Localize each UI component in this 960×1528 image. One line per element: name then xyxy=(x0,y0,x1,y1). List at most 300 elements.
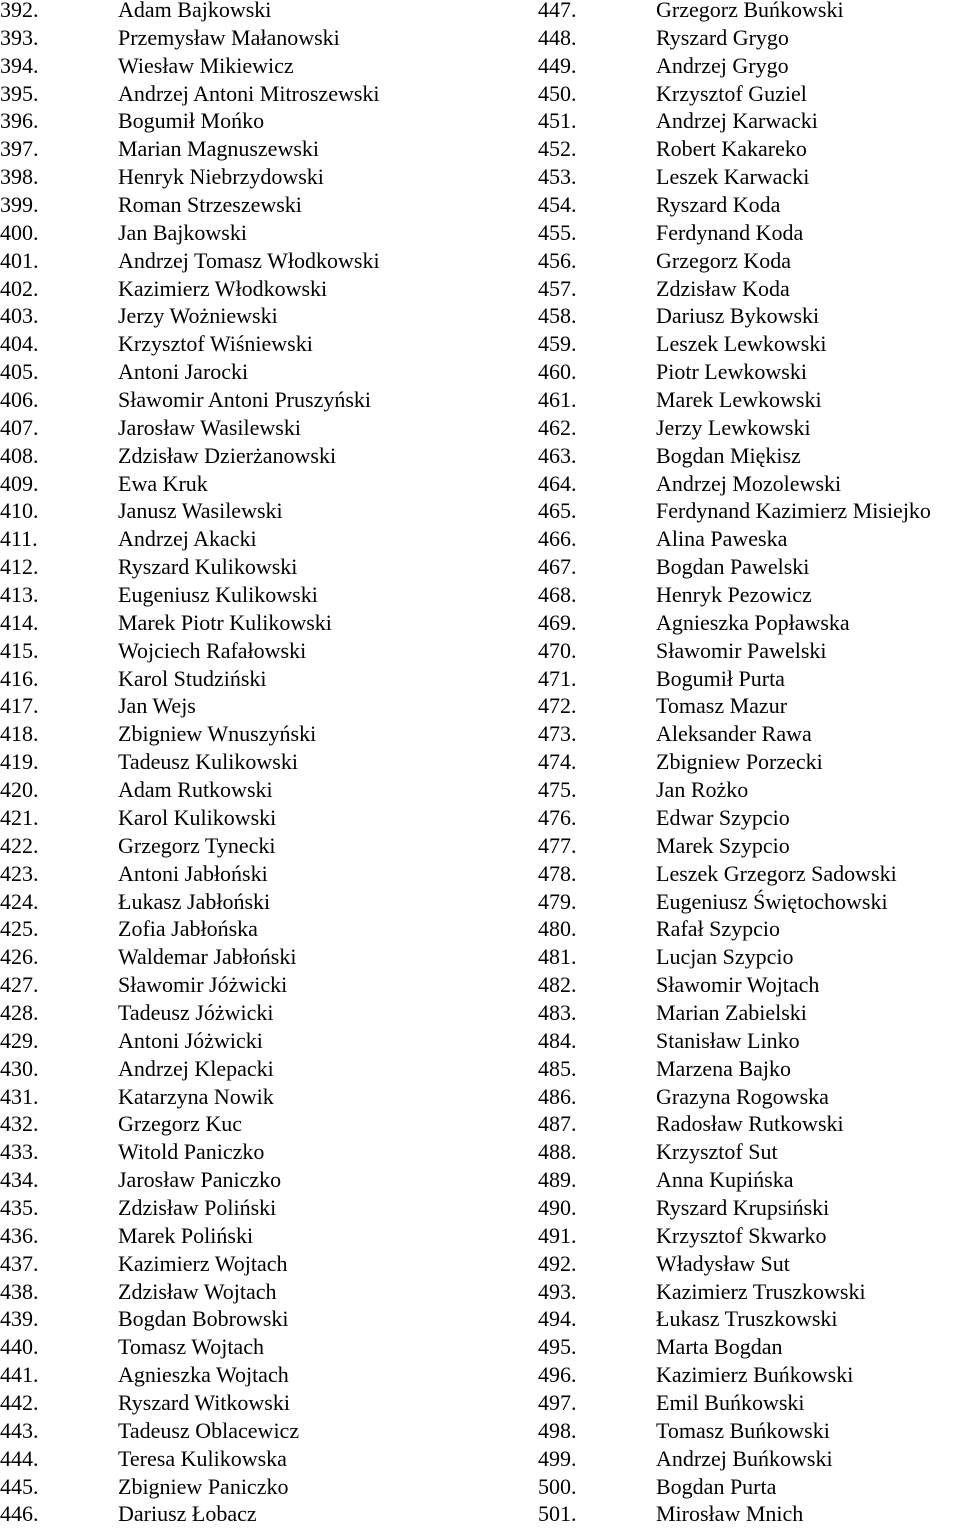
entry-name: Anna Kupińska xyxy=(656,1167,794,1193)
entry-name: Przemysław Małanowski xyxy=(118,24,340,50)
entry-name: Grzegorz Tynecki xyxy=(118,832,276,858)
list-item xyxy=(538,692,960,720)
entry-name: Sławomir Pawelski xyxy=(656,637,827,663)
list-item xyxy=(538,414,960,442)
list-item xyxy=(0,470,440,498)
list-item xyxy=(538,525,960,553)
entry-name: Mirosław Mnich xyxy=(656,1501,804,1527)
list-item xyxy=(538,1250,960,1278)
entry-number: 465. xyxy=(538,498,577,524)
entry-name: Antoni Jarocki xyxy=(118,359,249,385)
entry-name: Andrzej Karwacki xyxy=(656,108,818,134)
entry-name: Ryszard Kulikowski xyxy=(118,554,298,580)
entry-number: 395. xyxy=(0,80,39,106)
entry-name: Kazimierz Wojtach xyxy=(118,1250,288,1276)
entry-number: 427. xyxy=(0,972,39,998)
entry-name: Kazimierz Włodkowski xyxy=(118,275,328,301)
list-item xyxy=(538,888,960,916)
list-item xyxy=(538,1473,960,1501)
list-item xyxy=(0,1361,440,1389)
entry-name: Dariusz Łobacz xyxy=(118,1501,257,1527)
list-item xyxy=(0,275,440,303)
entry-number: 423. xyxy=(0,860,39,886)
entry-number: 422. xyxy=(0,832,39,858)
entry-name: Grzegorz Kuc xyxy=(118,1111,242,1137)
list-item xyxy=(0,692,440,720)
entry-number: 449. xyxy=(538,52,577,78)
entry-number: 463. xyxy=(538,442,577,468)
entry-number: 401. xyxy=(0,247,39,273)
entry-number: 447. xyxy=(538,0,577,22)
entry-number: 459. xyxy=(538,331,577,357)
list-item xyxy=(0,135,440,163)
list-item xyxy=(0,1055,440,1083)
entry-number: 437. xyxy=(0,1250,39,1276)
right-column xyxy=(538,0,960,1528)
entry-number: 493. xyxy=(538,1278,577,1304)
entry-number: 452. xyxy=(538,136,577,162)
left-column xyxy=(0,0,440,1528)
list-item xyxy=(538,330,960,358)
entry-number: 479. xyxy=(538,888,577,914)
entry-name: Andrzej Buńkowski xyxy=(656,1445,833,1471)
list-item xyxy=(0,581,440,609)
entry-number: 456. xyxy=(538,247,577,273)
list-item xyxy=(0,358,440,386)
list-item xyxy=(0,971,440,999)
list-item xyxy=(0,1417,440,1445)
entry-name: Grzegorz Koda xyxy=(656,247,791,273)
entry-name: Edwar Szypcio xyxy=(656,804,790,830)
entry-name: Jan Wejs xyxy=(118,693,196,719)
entry-name: Leszek Lewkowski xyxy=(656,331,827,357)
entry-name: Bogumił Purta xyxy=(656,665,785,691)
entry-name: Teresa Kulikowska xyxy=(118,1445,287,1471)
entry-number: 405. xyxy=(0,359,39,385)
entry-name: Katarzyna Nowik xyxy=(118,1083,274,1109)
list-item xyxy=(0,943,440,971)
entry-number: 471. xyxy=(538,665,577,691)
entry-name: Andrzej Antoni Mitroszewski xyxy=(118,80,380,106)
entry-number: 478. xyxy=(538,860,577,886)
list-item xyxy=(538,247,960,275)
entry-number: 430. xyxy=(0,1055,39,1081)
entry-number: 498. xyxy=(538,1417,577,1443)
entry-name: Jerzy Lewkowski xyxy=(656,414,811,440)
entry-name: Marek Lewkowski xyxy=(656,387,822,413)
entry-name: Tadeusz Oblacewicz xyxy=(118,1417,300,1443)
entry-number: 396. xyxy=(0,108,39,134)
entry-name: Marta Bogdan xyxy=(656,1334,783,1360)
entry-number: 399. xyxy=(0,192,39,218)
entry-number: 414. xyxy=(0,609,39,635)
list-item xyxy=(0,386,440,414)
list-item xyxy=(0,776,440,804)
entry-number: 476. xyxy=(538,804,577,830)
entry-name: Marek Poliński xyxy=(118,1222,254,1248)
entry-name: Alina Paweska xyxy=(656,526,788,552)
entry-name: Zdzisław Poliński xyxy=(118,1194,277,1220)
entry-name: Marzena Bajko xyxy=(656,1055,791,1081)
entry-number: 485. xyxy=(538,1055,577,1081)
entry-number: 432. xyxy=(0,1111,39,1137)
entry-name: Zdzisław Wojtach xyxy=(118,1278,277,1304)
entry-number: 436. xyxy=(0,1222,39,1248)
list-item xyxy=(0,442,440,470)
entry-name: Dariusz Bykowski xyxy=(656,303,820,329)
entry-name: Zdzisław Dzierżanowski xyxy=(118,442,337,468)
list-item xyxy=(538,860,960,888)
list-item xyxy=(538,1194,960,1222)
list-item xyxy=(0,302,440,330)
list-item xyxy=(538,497,960,525)
entry-number: 481. xyxy=(538,944,577,970)
entry-name: Sławomir Antoni Pruszyński xyxy=(118,387,372,413)
entry-name: Bogdan Purta xyxy=(656,1473,777,1499)
entry-number: 477. xyxy=(538,832,577,858)
entry-number: 482. xyxy=(538,972,577,998)
entry-number: 451. xyxy=(538,108,577,134)
entry-number: 398. xyxy=(0,164,39,190)
list-item xyxy=(538,1138,960,1166)
list-item xyxy=(0,999,440,1027)
entry-number: 441. xyxy=(0,1362,39,1388)
list-item xyxy=(0,1166,440,1194)
entry-number: 393. xyxy=(0,24,39,50)
list-item xyxy=(0,52,440,80)
entry-number: 468. xyxy=(538,582,577,608)
entry-number: 472. xyxy=(538,693,577,719)
list-item xyxy=(538,1361,960,1389)
list-item xyxy=(0,414,440,442)
list-item xyxy=(0,1222,440,1250)
entry-number: 475. xyxy=(538,777,577,803)
list-item xyxy=(0,609,440,637)
list-item xyxy=(538,804,960,832)
entry-number: 470. xyxy=(538,637,577,663)
entry-name: Marian Zabielski xyxy=(656,999,807,1025)
entry-number: 446. xyxy=(0,1501,39,1527)
entry-number: 406. xyxy=(0,387,39,413)
entry-name: Zbigniew Paniczko xyxy=(118,1473,289,1499)
list-item xyxy=(538,581,960,609)
entry-number: 421. xyxy=(0,804,39,830)
list-item xyxy=(0,1473,440,1501)
entry-number: 408. xyxy=(0,442,39,468)
entry-number: 457. xyxy=(538,275,577,301)
list-item xyxy=(0,748,440,776)
list-item xyxy=(0,1027,440,1055)
list-item xyxy=(538,1027,960,1055)
list-item xyxy=(0,191,440,219)
list-item xyxy=(538,1110,960,1138)
entry-number: 492. xyxy=(538,1250,577,1276)
entry-number: 461. xyxy=(538,387,577,413)
entry-number: 448. xyxy=(538,24,577,50)
entry-name: Emil Buńkowski xyxy=(656,1389,805,1415)
list-item xyxy=(538,107,960,135)
entry-name: Ryszard Witkowski xyxy=(118,1389,290,1415)
entry-name: Karol Kulikowski xyxy=(118,804,277,830)
entry-name: Marian Magnuszewski xyxy=(118,136,320,162)
list-item xyxy=(0,804,440,832)
list-item xyxy=(538,24,960,52)
list-item xyxy=(0,915,440,943)
entry-name: Tadeusz Kulikowski xyxy=(118,749,298,775)
list-item xyxy=(0,1278,440,1306)
entry-name: Roman Strzeszewski xyxy=(118,192,302,218)
entry-number: 464. xyxy=(538,470,577,496)
list-item xyxy=(0,24,440,52)
entry-number: 444. xyxy=(0,1445,39,1471)
entry-name: Jan Bajkowski xyxy=(118,219,247,245)
list-item xyxy=(538,135,960,163)
list-item xyxy=(0,247,440,275)
entry-number: 494. xyxy=(538,1306,577,1332)
entry-name: Jerzy Wożniewski xyxy=(118,303,278,329)
entry-number: 428. xyxy=(0,999,39,1025)
entry-number: 480. xyxy=(538,916,577,942)
entry-name: Krzysztof Guziel xyxy=(656,80,807,106)
list-item xyxy=(538,80,960,108)
entry-number: 489. xyxy=(538,1167,577,1193)
entry-number: 418. xyxy=(0,721,39,747)
list-item xyxy=(538,1083,960,1111)
list-item xyxy=(538,0,960,24)
list-item xyxy=(538,1055,960,1083)
entry-number: 462. xyxy=(538,414,577,440)
list-item xyxy=(0,219,440,247)
entry-name: Ryszard Grygo xyxy=(656,24,789,50)
list-item xyxy=(538,776,960,804)
list-item xyxy=(538,553,960,581)
entry-name: Jarosław Paniczko xyxy=(118,1167,282,1193)
entry-number: 486. xyxy=(538,1083,577,1109)
entry-name: Antoni Jóżwicki xyxy=(118,1027,263,1053)
entry-number: 440. xyxy=(0,1334,39,1360)
entry-number: 425. xyxy=(0,916,39,942)
entry-number: 431. xyxy=(0,1083,39,1109)
list-item xyxy=(0,1445,440,1473)
entry-number: 501. xyxy=(538,1501,577,1527)
entry-name: Aleksander Rawa xyxy=(656,721,812,747)
entry-name: Ryszard Krupsiński xyxy=(656,1194,830,1220)
entry-name: Leszek Grzegorz Sadowski xyxy=(656,860,897,886)
entry-number: 415. xyxy=(0,637,39,663)
entry-name: Ferdynand Koda xyxy=(656,219,804,245)
entry-name: Krzysztof Sut xyxy=(656,1139,778,1165)
list-item xyxy=(0,888,440,916)
entry-name: Ryszard Koda xyxy=(656,192,781,218)
entry-number: 435. xyxy=(0,1194,39,1220)
list-item xyxy=(0,1083,440,1111)
list-item xyxy=(538,358,960,386)
entry-name: Janusz Wasilewski xyxy=(118,498,283,524)
list-item xyxy=(538,609,960,637)
list-item xyxy=(0,720,440,748)
entry-name: Robert Kakareko xyxy=(656,136,807,162)
entry-name: Adam Bajkowski xyxy=(118,0,272,22)
entry-name: Andrzej Mozolewski xyxy=(656,470,842,496)
entry-number: 426. xyxy=(0,944,39,970)
list-item xyxy=(0,553,440,581)
entry-number: 429. xyxy=(0,1027,39,1053)
entry-name: Sławomir Wojtach xyxy=(656,972,820,998)
entry-name: Henryk Niebrzydowski xyxy=(118,164,324,190)
entry-name: Bogdan Pawelski xyxy=(656,554,810,580)
entry-number: 495. xyxy=(538,1334,577,1360)
list-item xyxy=(538,1305,960,1333)
entry-name: Andrzej Akacki xyxy=(118,526,257,552)
entry-number: 424. xyxy=(0,888,39,914)
list-item xyxy=(0,1110,440,1138)
list-item xyxy=(538,665,960,693)
list-item xyxy=(538,832,960,860)
entry-name: Andrzej Grygo xyxy=(656,52,789,78)
entry-name: Bogdan Bobrowski xyxy=(118,1306,289,1332)
entry-name: Tomasz Mazur xyxy=(656,693,788,719)
entry-name: Piotr Lewkowski xyxy=(656,359,807,385)
entry-name: Grzegorz Buńkowski xyxy=(656,0,844,22)
entry-name: Bogdan Miękisz xyxy=(656,442,801,468)
entry-number: 400. xyxy=(0,219,39,245)
entry-number: 417. xyxy=(0,693,39,719)
entry-name: Wojciech Rafałowski xyxy=(118,637,307,663)
list-item xyxy=(538,720,960,748)
entry-number: 404. xyxy=(0,331,39,357)
list-item xyxy=(538,302,960,330)
entry-name: Władysław Sut xyxy=(656,1250,790,1276)
list-item xyxy=(0,163,440,191)
list-item xyxy=(538,637,960,665)
entry-number: 490. xyxy=(538,1194,577,1220)
entry-number: 453. xyxy=(538,164,577,190)
list-item xyxy=(538,1278,960,1306)
entry-number: 460. xyxy=(538,359,577,385)
list-item xyxy=(538,915,960,943)
list-item xyxy=(0,0,440,24)
entry-number: 455. xyxy=(538,219,577,245)
entry-name: Tadeusz Jóżwicki xyxy=(118,999,274,1025)
list-item xyxy=(0,1333,440,1361)
entry-name: Zdzisław Koda xyxy=(656,275,790,301)
entry-number: 410. xyxy=(0,498,39,524)
entry-name: Stanisław Linko xyxy=(656,1027,800,1053)
entry-number: 411. xyxy=(0,526,38,552)
list-item xyxy=(0,107,440,135)
list-item xyxy=(538,999,960,1027)
entry-number: 397. xyxy=(0,136,39,162)
entry-name: Radosław Rutkowski xyxy=(656,1111,844,1137)
entry-number: 392. xyxy=(0,0,39,22)
list-item xyxy=(538,275,960,303)
entry-name: Zbigniew Porzecki xyxy=(656,749,823,775)
entry-number: 488. xyxy=(538,1139,577,1165)
entry-number: 416. xyxy=(0,665,39,691)
entry-name: Jarosław Wasilewski xyxy=(118,414,301,440)
entry-number: 419. xyxy=(0,749,39,775)
entry-number: 450. xyxy=(538,80,577,106)
entry-number: 442. xyxy=(0,1389,39,1415)
entry-name: Agnieszka Popławska xyxy=(656,609,850,635)
entry-number: 466. xyxy=(538,526,577,552)
list-item xyxy=(538,191,960,219)
list-item xyxy=(0,1305,440,1333)
entry-number: 403. xyxy=(0,303,39,329)
entry-name: Krzysztof Skwarko xyxy=(656,1222,827,1248)
entry-name: Kazimierz Truszkowski xyxy=(656,1278,866,1304)
entry-name: Sławomir Jóżwicki xyxy=(118,972,288,998)
entry-name: Jan Rożko xyxy=(656,777,749,803)
entry-number: 407. xyxy=(0,414,39,440)
list-item xyxy=(0,860,440,888)
list-item xyxy=(0,80,440,108)
list-item xyxy=(538,470,960,498)
entry-name: Marek Szypcio xyxy=(656,832,790,858)
entry-name: Rafał Szypcio xyxy=(656,916,781,942)
entry-number: 439. xyxy=(0,1306,39,1332)
entry-name: Kazimierz Buńkowski xyxy=(656,1362,854,1388)
list-item xyxy=(0,832,440,860)
list-item xyxy=(538,386,960,414)
entry-number: 402. xyxy=(0,275,39,301)
list-item xyxy=(0,1500,440,1528)
entry-number: 458. xyxy=(538,303,577,329)
entry-name: Andrzej Tomasz Włodkowski xyxy=(118,247,380,273)
entry-number: 412. xyxy=(0,554,39,580)
entry-name: Tomasz Buńkowski xyxy=(656,1417,830,1443)
list-item xyxy=(538,1166,960,1194)
entry-name: Ferdynand Kazimierz Misiejko xyxy=(656,498,931,524)
entry-name: Marek Piotr Kulikowski xyxy=(118,609,332,635)
list-item xyxy=(0,665,440,693)
list-item xyxy=(538,1445,960,1473)
entry-number: 413. xyxy=(0,582,39,608)
list-item xyxy=(0,637,440,665)
entry-number: 433. xyxy=(0,1139,39,1165)
list-item xyxy=(0,330,440,358)
list-item xyxy=(538,1389,960,1417)
entry-name: Tomasz Wojtach xyxy=(118,1334,264,1360)
entry-number: 467. xyxy=(538,554,577,580)
list-item xyxy=(538,52,960,80)
entry-number: 394. xyxy=(0,52,39,78)
entry-number: 420. xyxy=(0,777,39,803)
list-item xyxy=(538,1222,960,1250)
entry-number: 500. xyxy=(538,1473,577,1499)
entry-number: 443. xyxy=(0,1417,39,1443)
entry-number: 409. xyxy=(0,470,39,496)
entry-name: Eugeniusz Kulikowski xyxy=(118,582,318,608)
list-item xyxy=(538,442,960,470)
entry-name: Agnieszka Wojtach xyxy=(118,1362,289,1388)
list-item xyxy=(538,943,960,971)
list-item xyxy=(0,525,440,553)
list-item xyxy=(0,1389,440,1417)
entry-number: 474. xyxy=(538,749,577,775)
entry-name: Łukasz Truszkowski xyxy=(656,1306,838,1332)
entry-number: 445. xyxy=(0,1473,39,1499)
list-item xyxy=(538,1500,960,1528)
entry-name: Bogumił Mońko xyxy=(118,108,265,134)
entry-name: Adam Rutkowski xyxy=(118,777,273,803)
entry-name: Karol Studziński xyxy=(118,665,267,691)
entry-name: Henryk Pezowicz xyxy=(656,582,812,608)
entry-number: 496. xyxy=(538,1362,577,1388)
entry-name: Antoni Jabłoński xyxy=(118,860,268,886)
entry-name: Eugeniusz Świętochowski xyxy=(656,888,888,914)
entry-name: Zofia Jabłońska xyxy=(118,916,258,942)
